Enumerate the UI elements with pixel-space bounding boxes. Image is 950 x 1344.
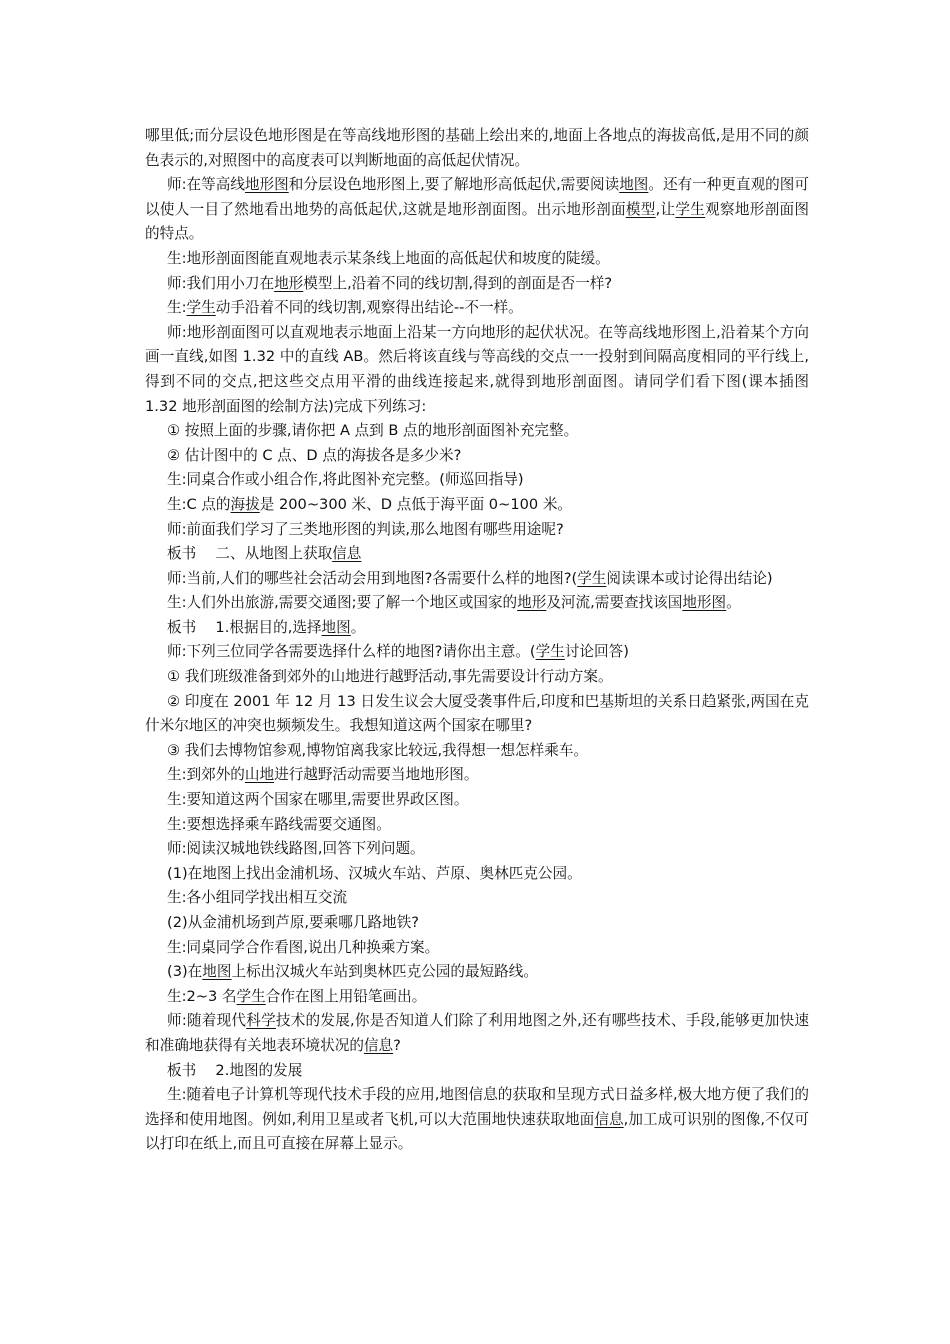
underlined-term[interactable]: 学生: [577, 569, 607, 587]
text-run: 合作在图上用铅笔画出。: [265, 987, 427, 1005]
text-run: 生:人们外出旅游,需要交通图;要了解一个地区或国家的: [167, 594, 518, 612]
paragraph: [145, 1009, 809, 1058]
paragraph: [145, 739, 809, 764]
underlined-term[interactable]: 学生: [236, 987, 266, 1005]
underlined-term[interactable]: 学生: [186, 299, 216, 317]
text-run: 上标出汉城火车站到奥林匹克公园的最短路线。: [231, 963, 538, 981]
text-run: ① 我们班级准备到郊外的山地进行越野活动,事先需要设计行动方案。: [167, 668, 613, 686]
paragraph: [145, 911, 809, 936]
text-run: 及河流,需要查找该国: [546, 594, 683, 612]
underlined-term[interactable]: 山地: [244, 766, 275, 784]
underlined-term[interactable]: 信息: [363, 1036, 394, 1054]
paragraph: [145, 444, 809, 469]
paragraph: [145, 124, 809, 173]
text-run: (1)在地图上找出金浦机场、汉城火车站、芦原、奥林匹克公园。: [167, 864, 582, 882]
underlined-term[interactable]: 地形图: [244, 176, 289, 194]
paragraph: [145, 272, 809, 297]
paragraph: [145, 518, 809, 543]
text-run: 。: [726, 594, 741, 612]
document-body: [145, 124, 809, 1157]
text-run: 师:阅读汉城地铁线路图,回答下列问题。: [167, 840, 425, 858]
text-run: 阅读课本或讨论得出结论): [606, 569, 773, 587]
text-run: 师:地形剖面图可以直观地表示地面上沿某一方向地形的起伏状况。在等高线地形图上,沿着某个方向画一直线,如图 1.32 中的直线 AB。然后将该直线与等高线的交点一一投射到间隔高度相同的平行线上,得到不同的交点,把这些交点用平滑的曲线连接起来,就得到地形剖面图。请同学们看下图(课本插图 1.32 地形剖面图的绘制方法)完成下列练习:: [145, 323, 809, 415]
text-run: 师:当前,人们的哪些社会活动会用到地图?各需要什么样的地图?(: [167, 569, 578, 587]
underlined-term[interactable]: 地形: [274, 274, 304, 292]
underlined-term[interactable]: 地图: [202, 963, 232, 981]
text-run: 师:我们用小刀在: [167, 274, 275, 292]
paragraph: [145, 321, 809, 419]
paragraph: [145, 813, 809, 838]
text-run: 讨论回答): [564, 643, 629, 661]
underlined-term[interactable]: 信息: [594, 1110, 624, 1128]
text-run: 。: [350, 618, 366, 636]
text-run: 生:2~3 名: [167, 987, 237, 1005]
underlined-term[interactable]: 信息: [332, 545, 362, 563]
text-run: 板书 1.根据目的,选择: [167, 618, 322, 636]
paragraph: [145, 247, 809, 272]
text-run: 生:同桌合作或小组合作,将此图补充完整。(师巡回指导): [167, 471, 524, 489]
underlined-term[interactable]: 科学: [246, 1012, 276, 1030]
text-run: 师:下列三位同学各需要选择什么样的地图?请你出主意。(: [167, 643, 536, 661]
text-run: ,加工成可识别的图像,不仅可以打印在纸上,而且可直接在屏幕上显示。: [145, 1110, 809, 1153]
paragraph: [145, 468, 809, 493]
text-run: ,让: [655, 200, 676, 218]
text-run: ② 印度在 2001 年 12 月 13 日发生议会大厦受袭事件后,印度和巴基斯坦的关系日趋紧张,两国在克什米尔地区的冲突也频频发生。我想知道这两个国家在哪里?: [145, 692, 809, 735]
underlined-term[interactable]: 地图: [619, 176, 649, 194]
paragraph: [145, 886, 809, 911]
text-run: 生:C 点的: [167, 495, 231, 513]
paragraph: [145, 936, 809, 961]
paragraph: [145, 788, 809, 813]
text-run: 板书 二、从地图上获取: [167, 545, 333, 563]
text-run: ③ 我们去博物馆参观,博物馆离我家比较远,我得想一想怎样乘车。: [167, 741, 589, 759]
underlined-term[interactable]: 学生: [535, 643, 565, 661]
text-run: 生:地形剖面图能直观地表示某条线上地面的高低起伏和坡度的陡缓。: [167, 249, 610, 267]
paragraph: [145, 173, 809, 247]
paragraph: [145, 296, 809, 321]
underlined-term[interactable]: 学生: [675, 200, 706, 218]
text-run: 哪里低;而分层设色地形图是在等高线地形图的基础上绘出来的,地面上各地点的海拔高低,是用不同的颜色表示的,对照图中的高度表可以判断地面的高低起伏情况。: [145, 127, 809, 169]
paragraph: [145, 616, 809, 641]
paragraph: [145, 690, 809, 739]
text-run: 师:随着现代: [167, 1012, 247, 1030]
text-run: 生:要想选择乘车路线需要交通图。: [167, 815, 391, 833]
text-run: 模型上,沿着不同的线切割,得到的剖面是否一样?: [303, 274, 613, 292]
paragraph: [145, 640, 809, 665]
underlined-term[interactable]: 模型: [625, 200, 656, 218]
underlined-term[interactable]: 地图: [321, 618, 351, 636]
text-run: 和分层设色地形图上,要了解地形高低起伏,需要阅读: [288, 176, 620, 194]
text-run: 是 200~300 米、D 点低于海平面 0~100 米。: [259, 495, 573, 513]
paragraph: [145, 419, 809, 444]
text-run: 观察地形剖面图的特点。: [145, 200, 809, 243]
underlined-term[interactable]: 地形图: [682, 594, 727, 612]
paragraph: [145, 763, 809, 788]
text-run: 生:: [167, 299, 187, 317]
paragraph: [145, 493, 809, 518]
text-run: 生:到郊外的: [167, 766, 245, 784]
paragraph: [145, 591, 809, 616]
text-run: ① 按照上面的步骤,请你把 A 点到 B 点的地形剖面图补充完整。: [167, 422, 579, 440]
paragraph: [145, 1059, 809, 1084]
paragraph: [145, 567, 809, 592]
text-run: 技术的发展,你是否知道人们除了利用地图之外,还有哪些技术、手段,能够更加快速和准确地获得有关地表环境状况的: [145, 1012, 809, 1054]
text-run: 生:各小组同学找出相互交流: [167, 889, 348, 907]
underlined-term[interactable]: 地形: [517, 594, 547, 612]
paragraph: [145, 862, 809, 887]
paragraph: [145, 837, 809, 862]
text-run: 生:同桌同学合作看图,说出几种换乘方案。: [167, 938, 440, 956]
text-run: 师:在等高线: [167, 176, 245, 194]
text-run: 师:前面我们学习了三类地形图的判读,那么地图有哪些用途呢?: [167, 520, 564, 538]
text-run: 生:随着电子计算机等现代技术手段的应用,地图信息的获取和呈现方式日益多样,极大地方便了我们的选择和使用地图。例如,利用卫星或者飞机,可以大范围地快速获取地面: [145, 1086, 809, 1128]
paragraph: [145, 665, 809, 690]
text-run: 进行越野活动需要当地地形图。: [274, 766, 479, 784]
text-run: 生:要知道这两个国家在哪里,需要世界政区图。: [167, 791, 469, 809]
text-run: ?: [393, 1036, 401, 1054]
paragraph: [145, 960, 809, 985]
text-run: 动手沿着不同的线切割,观察得出结论--不一样。: [215, 299, 523, 317]
text-run: (3)在: [167, 963, 203, 981]
paragraph: [145, 985, 809, 1010]
text-run: 。还有一种更直观的图可以使人一目了然地看出地势的高低起伏,这就是地形剖面图。出示地形剖面: [145, 176, 809, 218]
text-run: (2)从金浦机场到芦原,要乘哪几路地铁?: [167, 914, 419, 931]
underlined-term[interactable]: 海拔: [230, 495, 260, 513]
text-run: ② 估计图中的 C 点、D 点的海拔各是多少米?: [167, 446, 462, 464]
paragraph: [145, 1083, 809, 1157]
text-run: 板书 2.地图的发展: [167, 1061, 303, 1079]
paragraph: [145, 542, 809, 567]
